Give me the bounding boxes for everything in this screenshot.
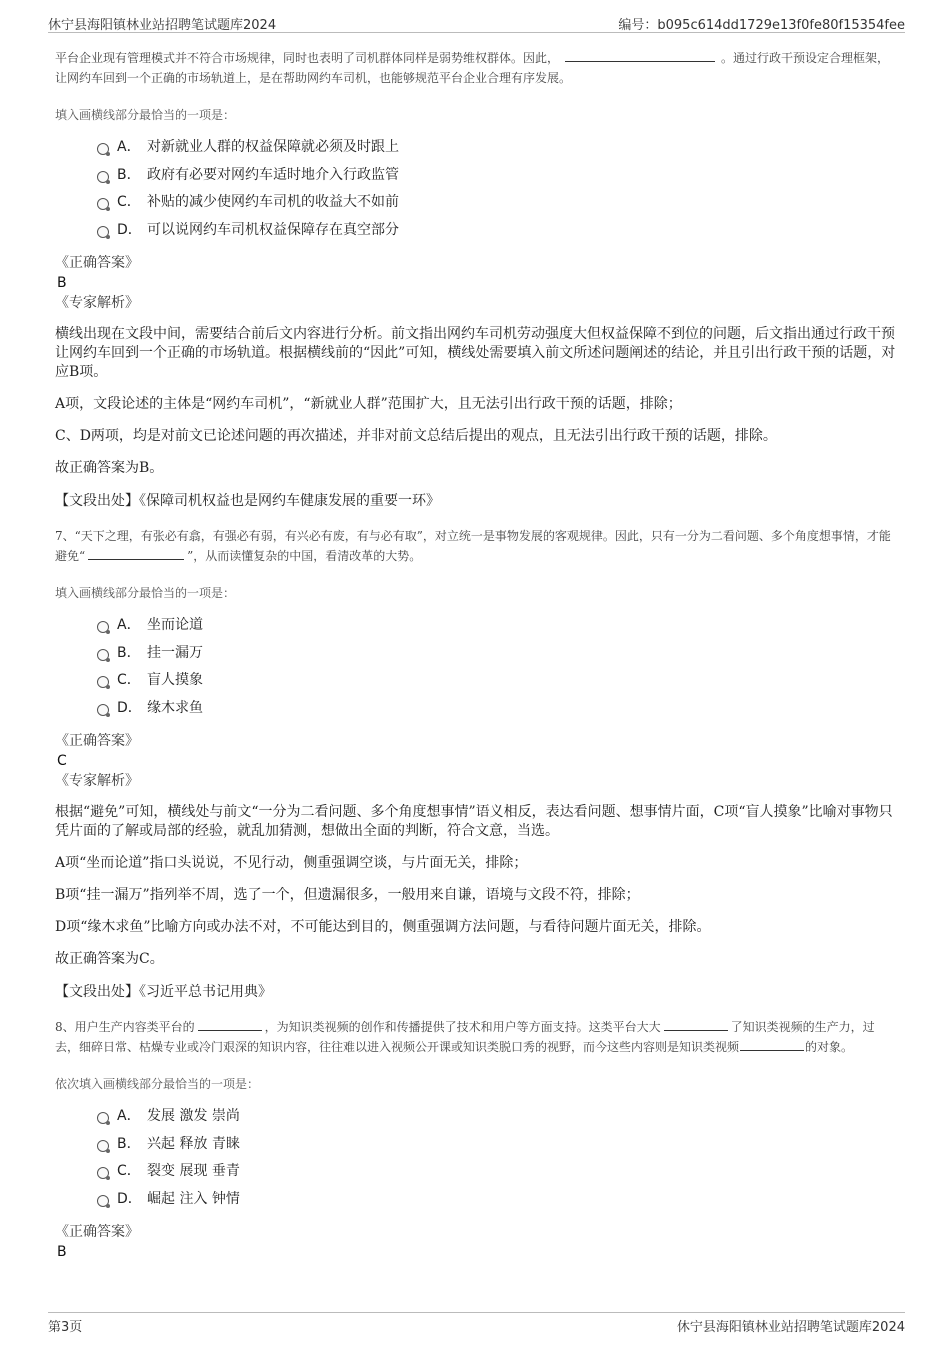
question-prompt: 填入画横线部分最恰当的一项是：: [55, 586, 236, 600]
page-footer: [48, 1312, 905, 1335]
blank-line: [664, 1018, 728, 1031]
option-a[interactable]: A． 发展 激发 崇尚: [97, 1106, 897, 1134]
analysis-paragraph: D项“缘木求鱼”比喻方向或办法不对，不可能达到目的，侧重强调方法问题，与看待问题片面无关，排除。: [55, 919, 711, 935]
answer-label: 《正确答案》: [55, 255, 139, 271]
header-title: 休宁县海阳镇林业站招聘笔试题库2024: [48, 18, 277, 33]
analysis-paragraph: A项，文段论述的主体是“网约车司机”，“新就业人群”范围扩大，且无法引出行政干预的话题，排除；: [55, 396, 682, 412]
option-d[interactable]: D． 缘木求鱼: [97, 698, 897, 726]
question-8: [55, 1017, 897, 1262]
option-c[interactable]: C． 补贴的减少使网约车司机的收益大不如前: [97, 192, 897, 220]
source-citation: 【文段出处】《保障司机权益也是网约车健康发展的重要一环》: [55, 493, 440, 509]
radio-icon[interactable]: [97, 1140, 109, 1152]
question-6: [55, 48, 897, 511]
question-text: 平台企业现有管理模式并不符合市场规律，同时也表明了司机群体同样是弱势维权群体。因此， 。通过行政干预设定合理框架，让网约车回到一个正确的市场轨道上，是在帮助网约车司机，也能够规范平台企业合理有序发展。: [55, 51, 890, 85]
answer-label: 《正确答案》: [55, 1224, 139, 1240]
answer-value: B: [57, 1244, 67, 1260]
option-list: [97, 1106, 897, 1216]
page-content: [55, 48, 897, 1262]
question-prompt: 填入画横线部分最恰当的一项是：: [55, 108, 236, 122]
radio-icon[interactable]: [97, 1167, 109, 1179]
analysis-paragraph: A项“坐而论道”指口头说说，不见行动，侧重强调空谈，与片面无关，排除；: [55, 855, 528, 871]
question-text: 8、用户生产内容类平台的 ，为知识类视频的创作和传播提供了技术和用户等方面支持。这类平台大大 了知识类视频的生产力，过去，细碎日常、枯燥专业或冷门艰深的知识内容，往往难以进入视频公开课或知识类脱口秀的视野，而今这些内容则是知识类视频 的对象。: [55, 1020, 875, 1054]
option-list: [97, 137, 897, 247]
header-code: 编号：b095c614dd1729e13f0fe80f15354fee: [618, 18, 905, 33]
radio-icon[interactable]: [97, 198, 109, 210]
question-text: 7、“天下之理，有张必有翕，有强必有弱，有兴必有废，有与必有取”，对立统一是事物发展的客观规律。因此，只有一分为二看问题、多个角度想事情，才能避免“ ”，从而读懂复杂的中国，看清改革的大势。: [55, 529, 891, 563]
radio-icon[interactable]: [97, 1112, 109, 1124]
analysis-paragraph: 故正确答案为B。: [55, 460, 164, 476]
option-c[interactable]: C． 盲人摸象: [97, 670, 897, 698]
option-list: [97, 615, 897, 725]
analysis-paragraph: C、D两项，均是对前文已论述问题的再次描述，并非对前文总结后提出的观点，且无法引出行政干预的话题，排除。: [55, 428, 777, 444]
analysis-paragraph: 根据“避免”可知，横线处与前文“一分为二看问题、多个角度想事情”语义相反，表达看问题、想事情片面，C项“盲人摸象”比喻对事物只凭片面的了解或局部的经验，就乱加猜测，想做出全面的判断，符合文意，当选。: [55, 804, 893, 839]
radio-icon[interactable]: [97, 226, 109, 238]
analysis-paragraph: B项“挂一漏万”指列举不周，选了一个，但遗漏很多，一般用来自谦，语境与文段不符，排除；: [55, 887, 640, 903]
option-b[interactable]: B． 政府有必要对网约车适时地介入行政监管: [97, 165, 897, 193]
option-a[interactable]: A． 坐而论道: [97, 615, 897, 643]
option-d[interactable]: D． 崛起 注入 钟情: [97, 1189, 897, 1217]
analysis-paragraph: 横线出现在文段中间，需要结合前后文内容进行分析。前文指出网约车司机劳动强度大但权益保障不到位的问题，后文指出通过行政干预让网约车回到一个正确的市场轨道。根据横线前的“因此”可知，横线处需要填入前文所述问题阐述的结论，并且引出行政干预的话题，对应B项。: [55, 326, 896, 380]
answer-value: C: [57, 753, 67, 769]
radio-icon[interactable]: [97, 649, 109, 661]
question-7: [55, 526, 897, 1002]
answer-label: 《正确答案》: [55, 733, 139, 749]
option-d[interactable]: D． 可以说网约车司机权益保障存在真空部分: [97, 220, 897, 248]
blank-line: [565, 49, 715, 62]
blank-line: [740, 1038, 804, 1051]
option-b[interactable]: B． 兴起 释放 青睐: [97, 1134, 897, 1162]
radio-icon[interactable]: [97, 704, 109, 716]
analysis-label: 《专家解析》: [55, 295, 139, 311]
analysis-paragraph: 故正确答案为C。: [55, 951, 164, 967]
page-header: [48, 12, 905, 33]
page-number: 第3页: [48, 1320, 83, 1335]
option-c[interactable]: C． 裂变 展现 垂青: [97, 1161, 897, 1189]
radio-icon[interactable]: [97, 171, 109, 183]
radio-icon[interactable]: [97, 1195, 109, 1207]
question-prompt: 依次填入画横线部分最恰当的一项是：: [55, 1077, 260, 1091]
footer-title: 休宁县海阳镇林业站招聘笔试题库2024: [676, 1320, 905, 1335]
radio-icon[interactable]: [97, 676, 109, 688]
radio-icon[interactable]: [97, 143, 109, 155]
analysis-label: 《专家解析》: [55, 773, 139, 789]
blank-line: [198, 1018, 262, 1031]
source-citation: 【文段出处】《习近平总书记用典》: [55, 984, 272, 1000]
option-b[interactable]: B． 挂一漏万: [97, 643, 897, 671]
answer-value: B: [57, 275, 67, 291]
blank-line: [88, 547, 184, 560]
radio-icon[interactable]: [97, 621, 109, 633]
option-a[interactable]: A． 对新就业人群的权益保障就必须及时跟上: [97, 137, 897, 165]
